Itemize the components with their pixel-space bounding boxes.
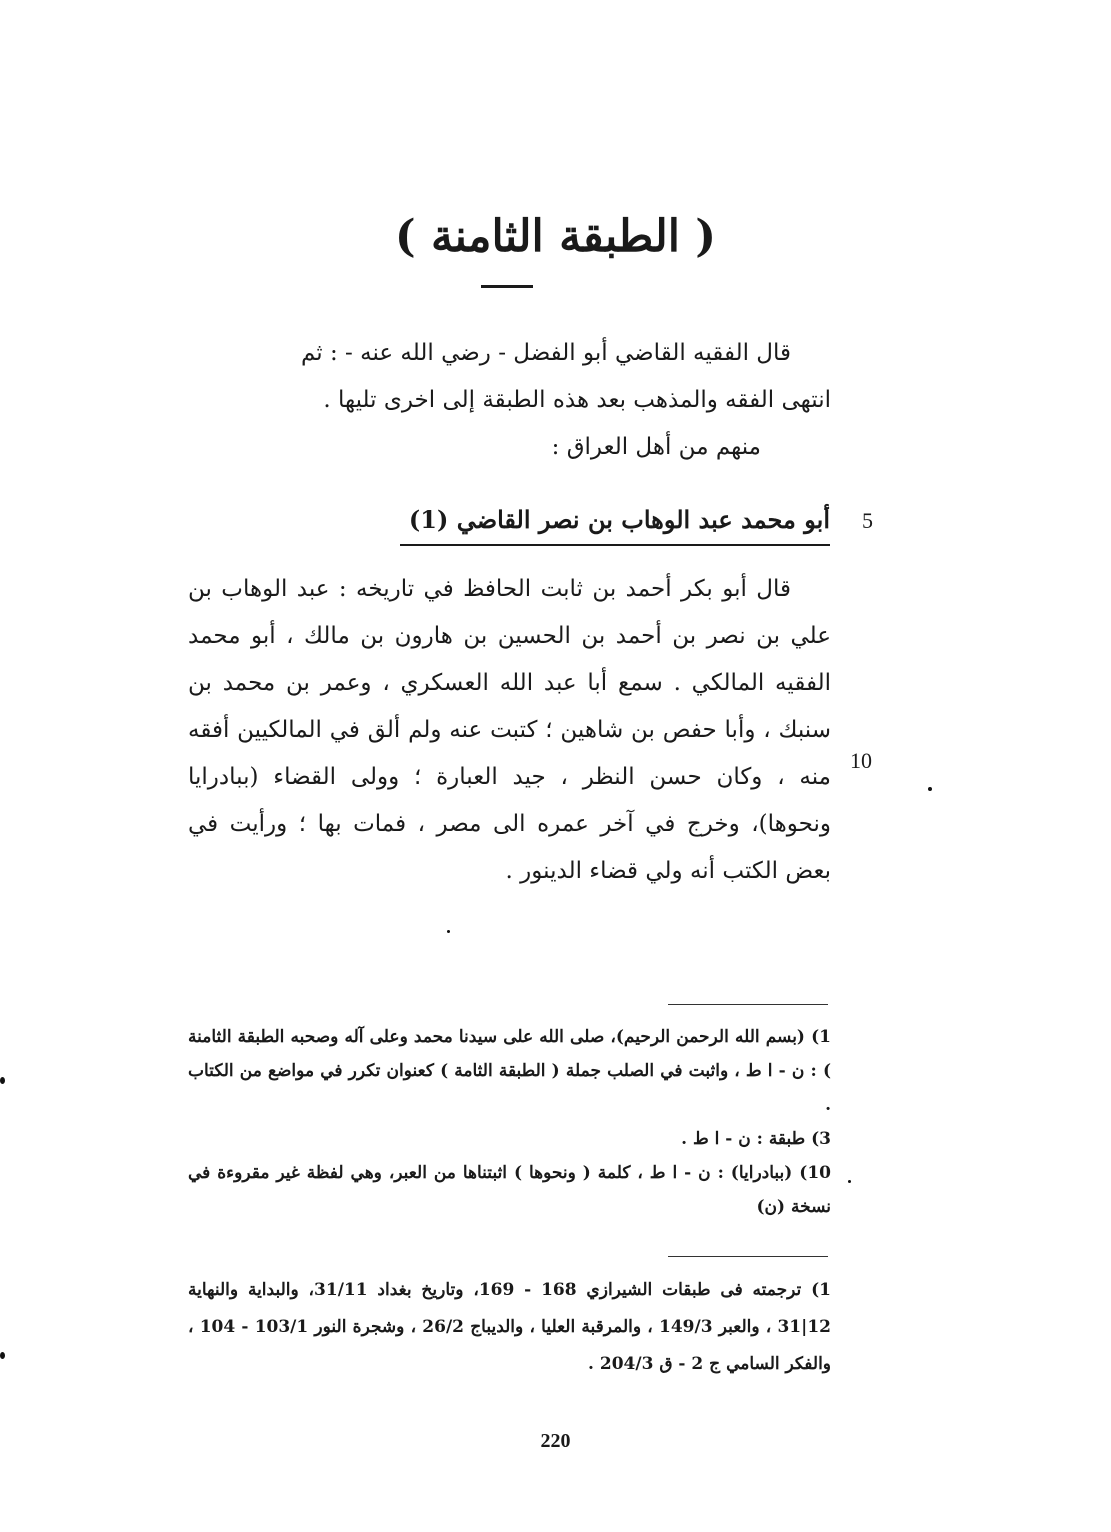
intro-line: انتهى الفقه والمذهب بعد هذه الطبقة إلى اخرى تليها . xyxy=(323,387,831,413)
scan-speck xyxy=(0,1077,5,1084)
intro-line: منهم من أهل العراق : xyxy=(551,434,761,460)
line-number: 5 xyxy=(862,508,873,533)
scan-speck xyxy=(848,1180,851,1183)
page-number: 220 xyxy=(540,1430,571,1452)
textual-note: 1) (بسم الله الرحمن الرحيم)، صلى الله على سيدنا محمد وعلى آله وصحبه الطبقة الثامنة ) : ن - ا ط ، واثبت في الصلب جملة ( الطبقة الثامة ) كعنوان تكرر في مواضع من الكتاب . xyxy=(188,1027,831,1115)
scan-speck xyxy=(0,1352,5,1359)
footnotes-separator xyxy=(668,1256,828,1257)
biography-text: قال أبو بكر أحمد بن ثابت الحافظ في تاريخه : عبد الوهاب بن علي بن نصر بن أحمد بن الحسين بن هارون بن مالك ، أبو محمد الفقيه المالكي . سمع أبا عبد الله العسكري ، وعمر بن محمد بن سنبك ، وأبا حفص بن شاهين ؛ كتبت عنه ولم ألق في المالكيين أفقه منه ، وكان حسن النظر ، جيد العبارة ؛ وولى القضاء (ببادرايا ونحوها)، وخرج في آخر عمره الى مصر ، فمات بها ؛ ورأيت في بعض الكتب أنه ولي قضاء الدينور . xyxy=(188,576,831,884)
entry-heading: أبو محمد عبد الوهاب بن نصر القاضي (1) xyxy=(400,500,830,546)
footnote: 1) ترجمته فى طبقات الشيرازي 168 - 169، وتاريخ بغداد 31/11، والبداية والنهاية 12|31 ، والعبر 149/3 ، والمرقبة العليا ، والديباج 26/2 ، وشجرة النور 103/1 - 104 ، والفكر السامي ج 2 - ق 204/3 . xyxy=(188,1280,831,1374)
section-title: ( الطبقة الثامنة ) xyxy=(394,211,717,262)
intro-paragraph xyxy=(188,330,831,471)
scan-speck xyxy=(447,930,450,933)
notes-separator xyxy=(668,1004,828,1005)
footnotes xyxy=(188,1272,831,1383)
scan-speck xyxy=(928,787,932,791)
textual-note: 3) طبقة : ن - ا ط . xyxy=(681,1129,831,1149)
intro-line: قال الفقيه القاضي أبو الفضل - رضي الله عنه - : ثم xyxy=(300,340,791,366)
title-underline xyxy=(481,285,533,288)
biography-paragraph xyxy=(188,566,831,895)
line-number: 10 xyxy=(850,748,872,773)
textual-notes xyxy=(188,1020,831,1224)
textual-note: 10) (ببادرايا) : ن - ا ط ، كلمة ( ونحوها ) اثبتناها من العبر، وهي لفظة غير مقروءة في نسخة (ن) xyxy=(188,1163,831,1217)
